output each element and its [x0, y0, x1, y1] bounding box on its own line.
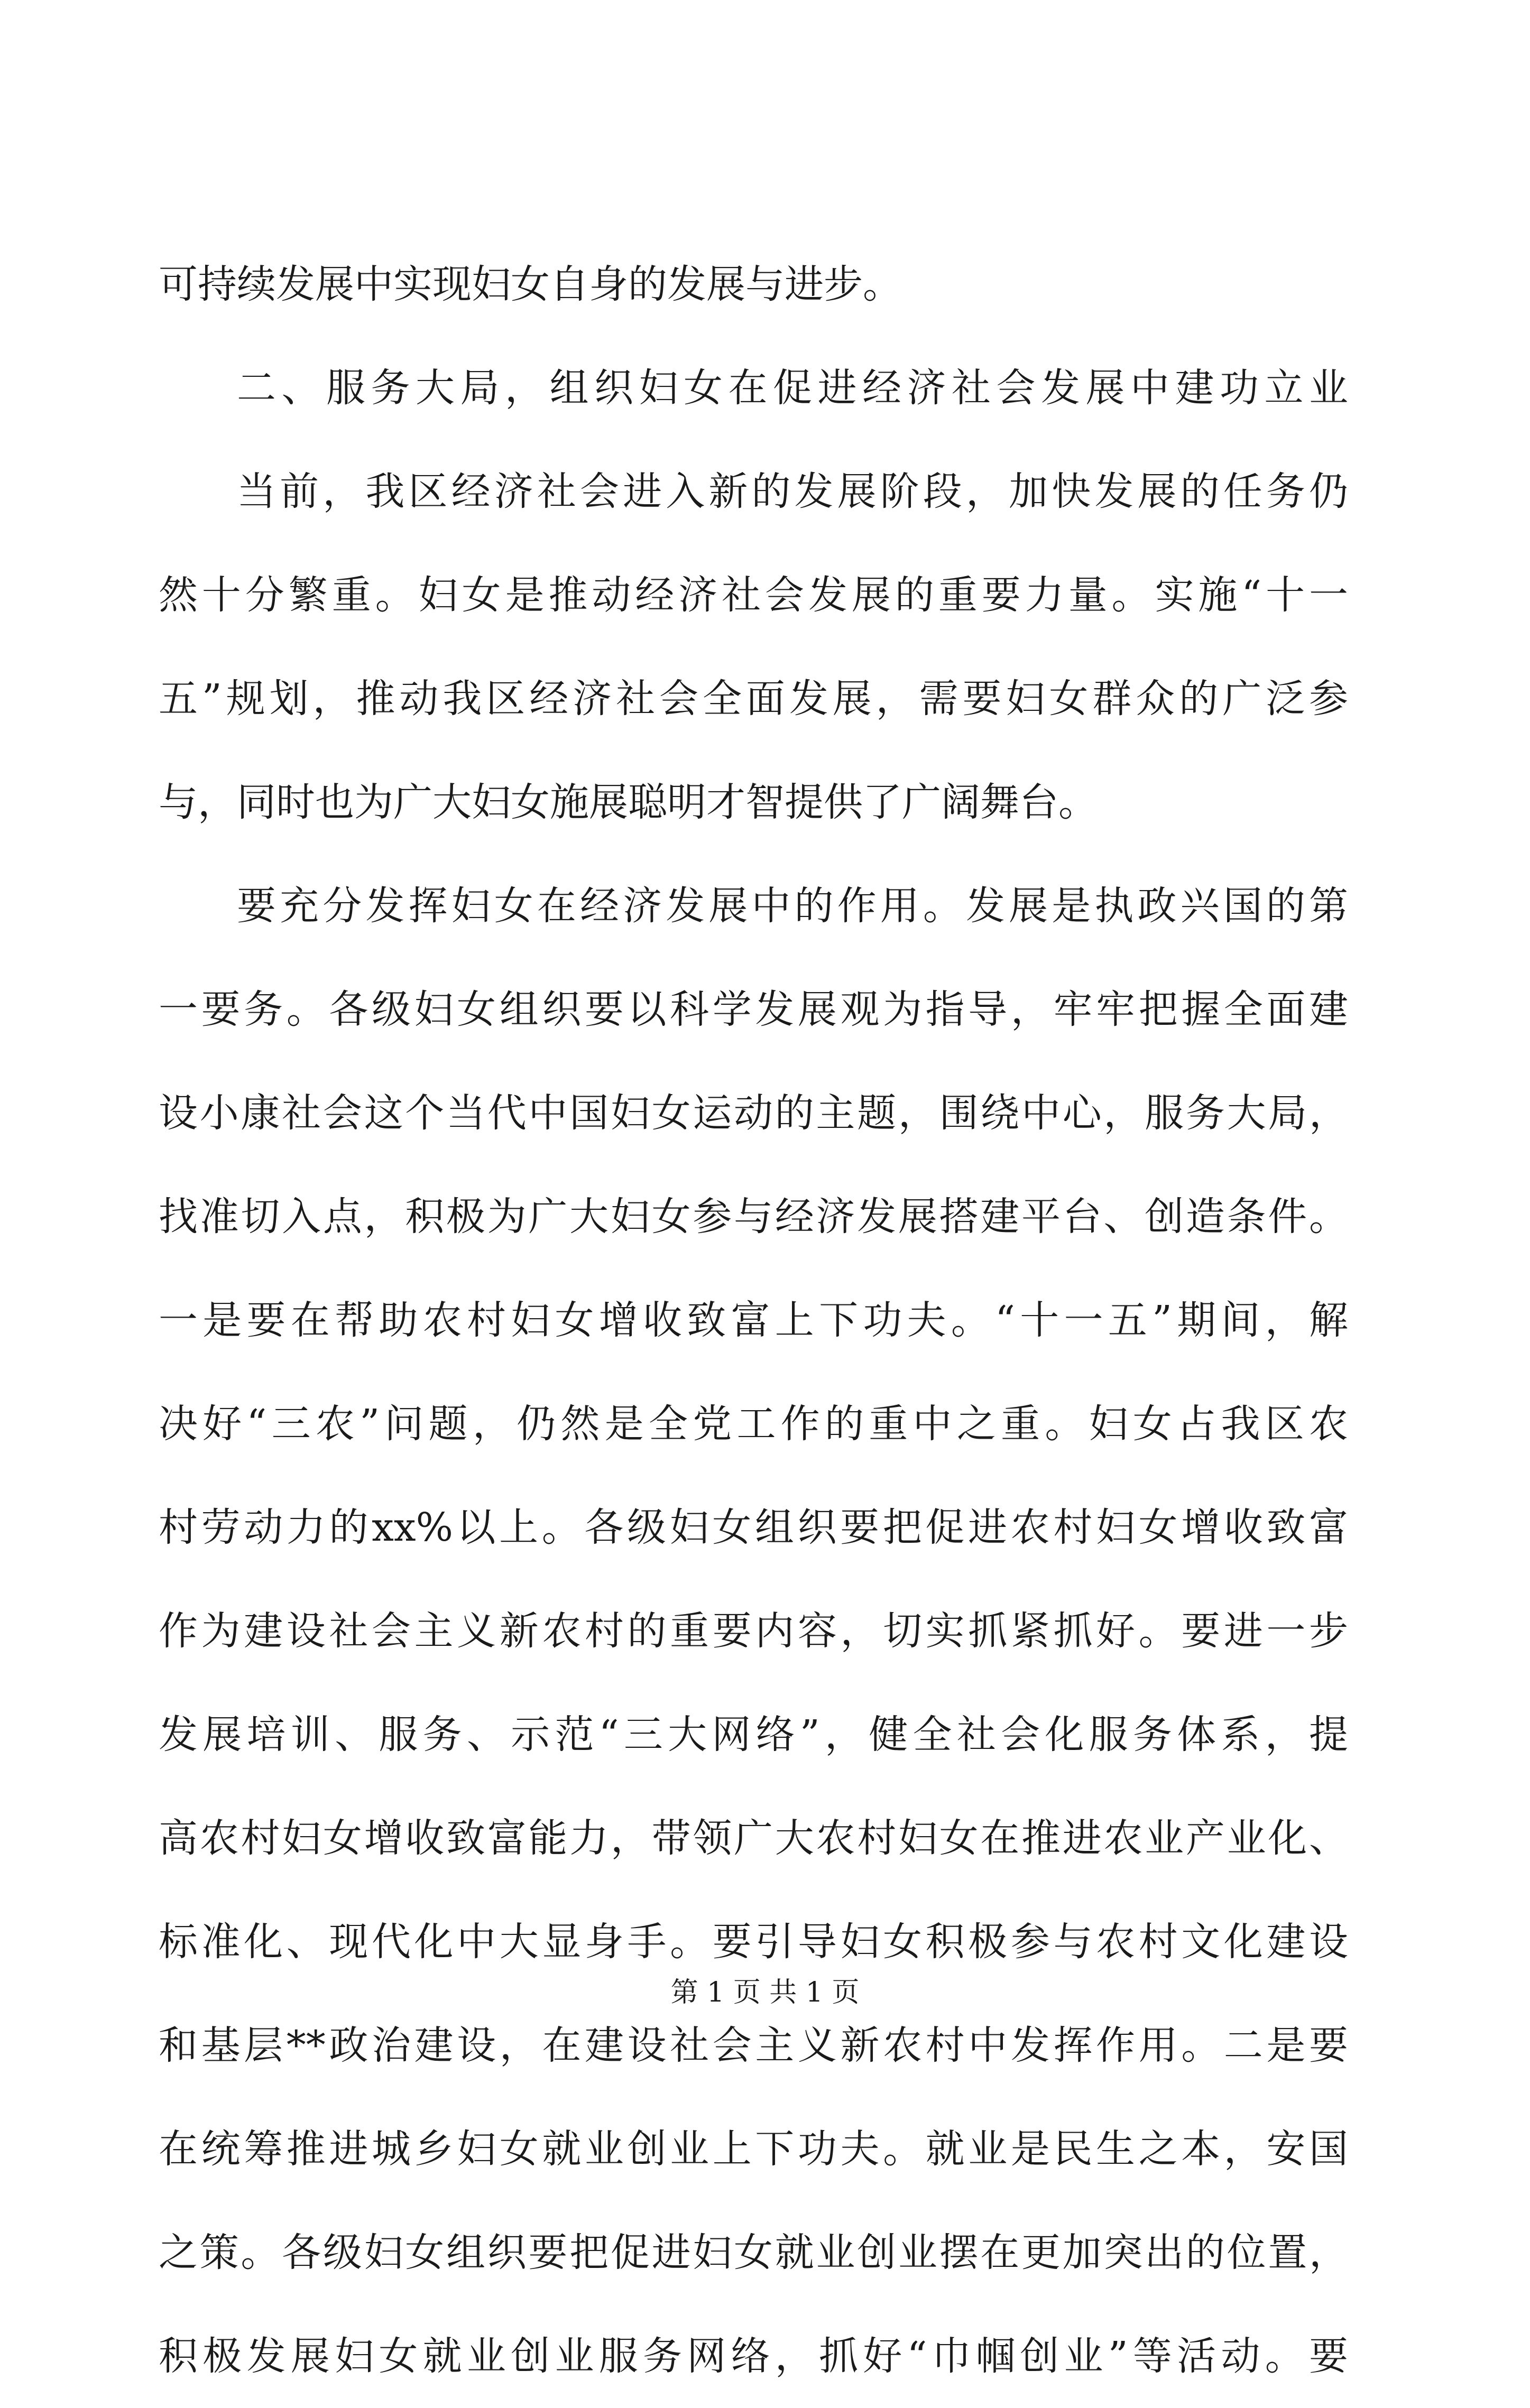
text-line: 高农村妇女增收致富能力，带领广大农村妇女在推进农业产业化、	[159, 1816, 1348, 1861]
text-line: 标准化、现代化中大显身手。要引导妇女积极参与农村文化建设	[159, 1919, 1348, 1965]
text-line: 决好“三农”问题，仍然是全党工作的重中之重。妇女占我区农	[159, 1401, 1348, 1447]
text-line: 与，同时也为广大妇女施展聪明才智提供了广阔舞台。	[159, 780, 1098, 825]
document-body	[159, 233, 1348, 2408]
section-heading: 二、服务大局，组织妇女在促进经济社会发展中建功立业	[237, 365, 1348, 411]
text-line: 发展培训、服务、示范“三大网络”，健全社会化服务体系，提	[159, 1712, 1348, 1757]
page-footer	[0, 1974, 1530, 2011]
text-line: 设小康社会这个当代中国妇女运动的主题，围绕中心，服务大局，	[159, 1090, 1348, 1136]
text-line: 和基层**政治建设，在建设社会主义新农村中发挥作用。二是要	[159, 2023, 1348, 2068]
text-line: 作为建设社会主义新农村的重要内容，切实抓紧抓好。要进一步	[159, 1608, 1348, 1654]
text-line: 然十分繁重。妇女是推动经济社会发展的重要力量。实施“十一	[159, 572, 1348, 618]
text-line: 在统筹推进城乡妇女就业创业上下功夫。就业是民生之本，安国	[159, 2126, 1348, 2172]
text-line: 五”规划，推动我区经济社会全面发展，需要妇女群众的广泛参	[159, 676, 1348, 721]
text-line: 一要务。各级妇女组织要以科学发展观为指导，牢牢把握全面建	[159, 987, 1348, 1032]
text-line: 找准切入点，积极为广大妇女参与经济发展搭建平台、创造条件。	[159, 1194, 1348, 1239]
text-line: 村劳动力的xx%以上。各级妇女组织要把促进农村妇女增收致富	[159, 1505, 1348, 1550]
text-line: 可持续发展中实现妇女自身的发展与进步。	[159, 262, 902, 307]
text-line: 当前，我区经济社会进入新的发展阶段，加快发展的任务仍	[237, 469, 1348, 514]
text-line: 之策。各级妇女组织要把促进妇女就业创业摆在更加突出的位置，	[159, 2230, 1348, 2275]
text-line: 积极发展妇女就业创业服务网络，抓好“巾帼创业”等活动。要	[159, 2333, 1348, 2379]
text-line: 一是要在帮助农村妇女增收致富上下功夫。“十一五”期间，解	[159, 1298, 1348, 1343]
text-line: 要充分发挥妇女在经济发展中的作用。发展是执政兴国的第	[237, 883, 1348, 929]
page-number: 第 1 页 共 1 页	[670, 1977, 860, 2008]
